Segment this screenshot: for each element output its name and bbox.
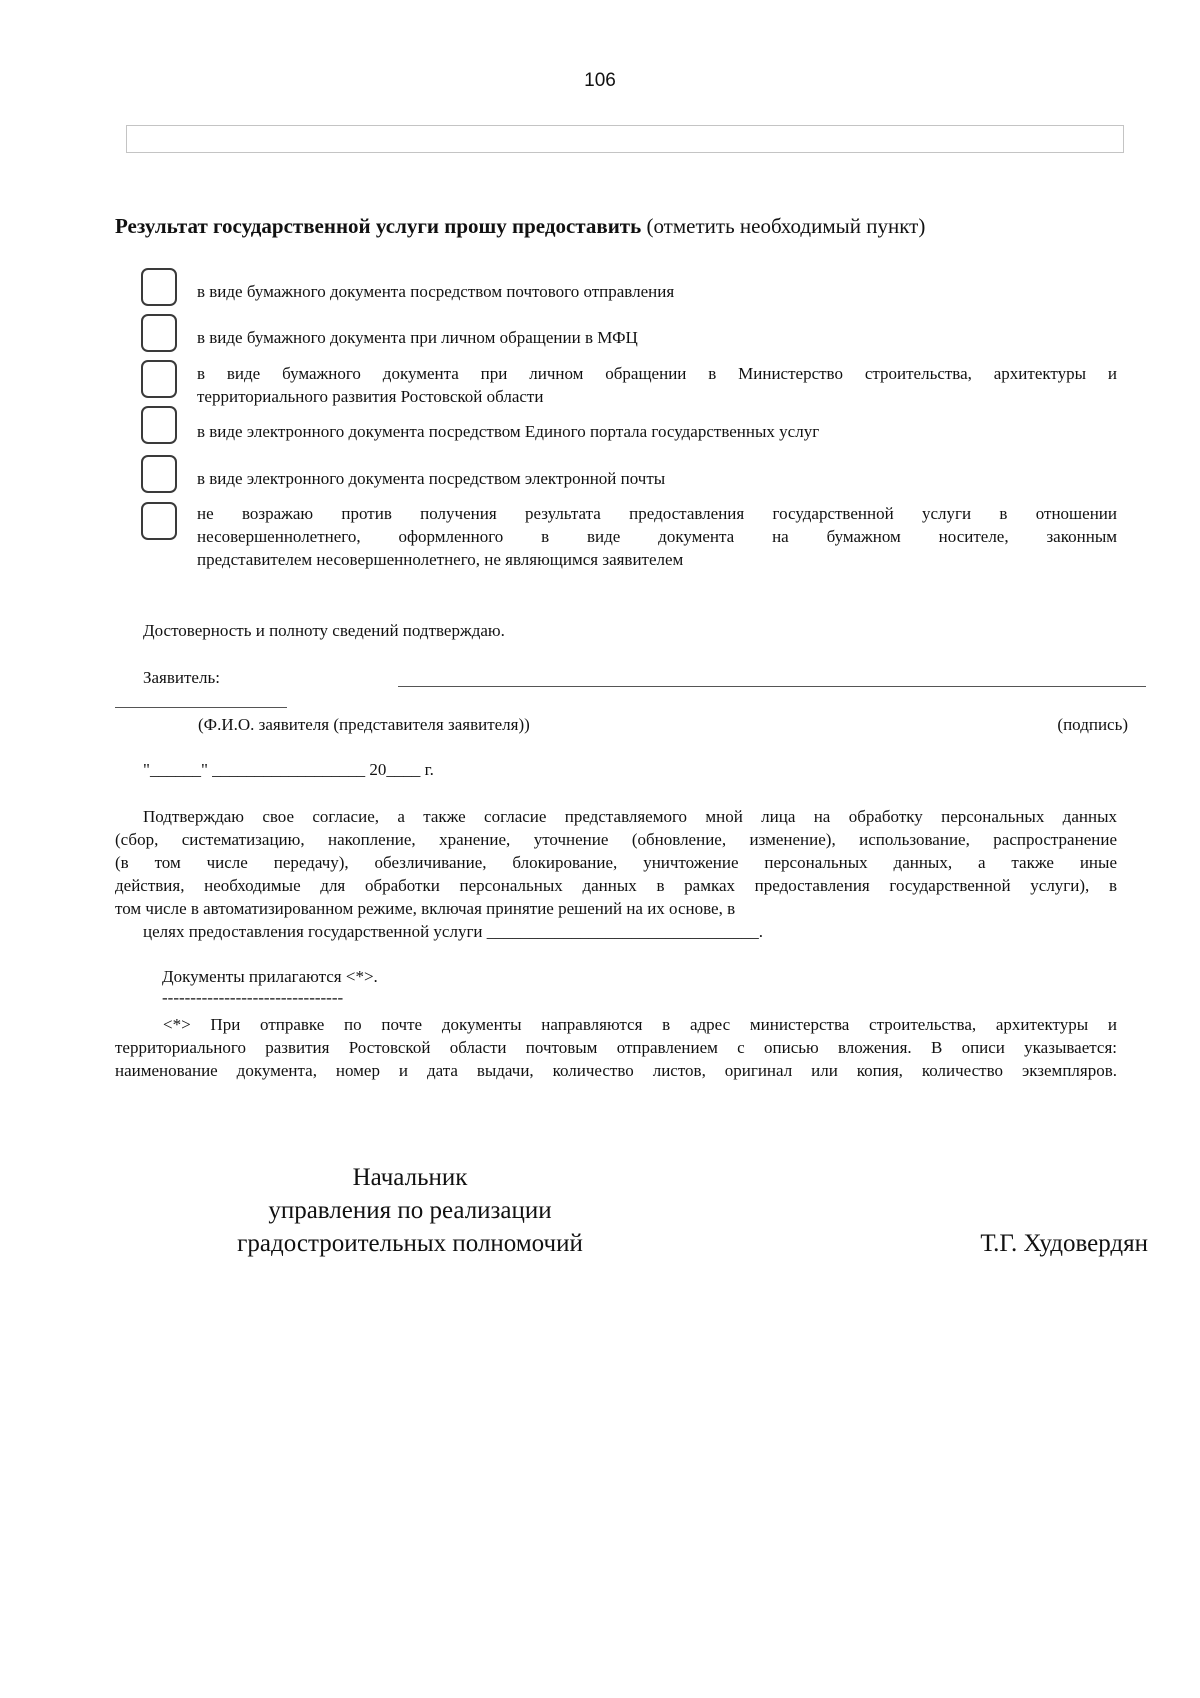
consent-line: (сбор, систематизацию, накопление, хранение, уточнение (обновление, изменение), использование, распространение [115, 830, 1117, 849]
checkbox-ministry[interactable] [141, 360, 177, 398]
option-label: не возражаю против получения результата предоставления государственной услуги в отношении [197, 504, 1117, 523]
signature-caption: (подпись) [1057, 715, 1128, 734]
consent-purpose: целях предоставления государственной услуги ________________________________. [143, 922, 764, 941]
date-line: "______" __________________ 20____ г. [143, 760, 434, 779]
option-gosuslugi [197, 420, 1117, 443]
footnote-separator: -------------------------------- [162, 988, 344, 1007]
signature-position [185, 1161, 635, 1260]
footnote-line: территориального развития Ростовской области почтовым отправлением с описью вложения. В описи указывается: [115, 1038, 1117, 1057]
checkbox-mfc[interactable] [141, 314, 177, 352]
section-heading-note: (отметить необходимый пункт) [646, 214, 926, 238]
option-postal [197, 280, 1117, 303]
footnote [115, 1013, 1117, 1082]
checkbox-gosuslugi[interactable] [141, 406, 177, 444]
option-label: в виде электронного документа посредством электронной почты [197, 469, 666, 488]
fio-caption: (Ф.И.О. заявителя (представителя заявителя)) [198, 715, 530, 734]
option-label: в виде бумажного документа при личном обращении в МФЦ [197, 328, 638, 347]
applicant-label: Заявитель: [143, 668, 220, 687]
position-line: Начальник [352, 1164, 468, 1191]
signatory-name: Т.Г. Худовердян [980, 1230, 1148, 1257]
confirmation-text: Достоверность и полноту сведений подтверждаю. [143, 621, 505, 640]
option-label: в виде бумажного документа при личном обращении в Министерство строительства, архитектуры и [197, 364, 1117, 383]
footnote-line: <*> При отправке по почте документы направляются в адрес министерства строительства, архитектуры и [163, 1015, 1117, 1034]
option-label: в виде бумажного документа посредством почтового отправления [197, 282, 675, 301]
footnote-line: наименование документа, номер и дата выдачи, количество листов, оригинал или копия, количество экземпляров. [115, 1061, 1117, 1080]
option-label: в виде электронного документа посредством Единого портала государственных услуг [197, 422, 820, 441]
position-line: управления по реализации [268, 1197, 552, 1224]
checkbox-postal[interactable] [141, 268, 177, 306]
header-frame [126, 125, 1124, 153]
applicant-name-line[interactable] [115, 707, 287, 708]
position-line: градостроительных полномочий [237, 1230, 583, 1257]
consent-paragraph [115, 805, 1117, 943]
page-number: 106 [584, 70, 616, 91]
option-minor-consent [197, 502, 1117, 571]
section-heading-bold: Результат государственной услуги прошу предоставить [115, 214, 642, 238]
consent-line: Подтверждаю свое согласие, а также согласие представляемого мной лица на обработку персональных данных [143, 807, 1117, 826]
consent-line: том числе в автоматизированном режиме, включая принятие решений на их основе, в [115, 899, 736, 918]
applicant-signature-line[interactable] [398, 686, 1146, 687]
checkbox-minor-consent[interactable] [141, 502, 177, 540]
option-label: территориального развития Ростовской области [197, 387, 544, 406]
option-label: представителем несовершеннолетнего, не являющимся заявителем [197, 550, 684, 569]
checkbox-email[interactable] [141, 455, 177, 493]
section-heading [115, 214, 925, 239]
consent-line: действия, необходимые для обработки персональных данных в рамках предоставления государственной услуги), в [115, 876, 1117, 895]
attachments-label: Документы прилагаются <*>. [162, 967, 378, 986]
consent-line: (в том числе передачу), обезличивание, блокирование, уничтожение персональных данных, а также иные [115, 853, 1117, 872]
option-ministry [197, 362, 1117, 408]
option-email [197, 467, 1117, 490]
option-mfc [197, 326, 1117, 349]
option-label: несовершеннолетнего, оформленного в виде документа на бумажном носителе, законным [197, 527, 1117, 546]
